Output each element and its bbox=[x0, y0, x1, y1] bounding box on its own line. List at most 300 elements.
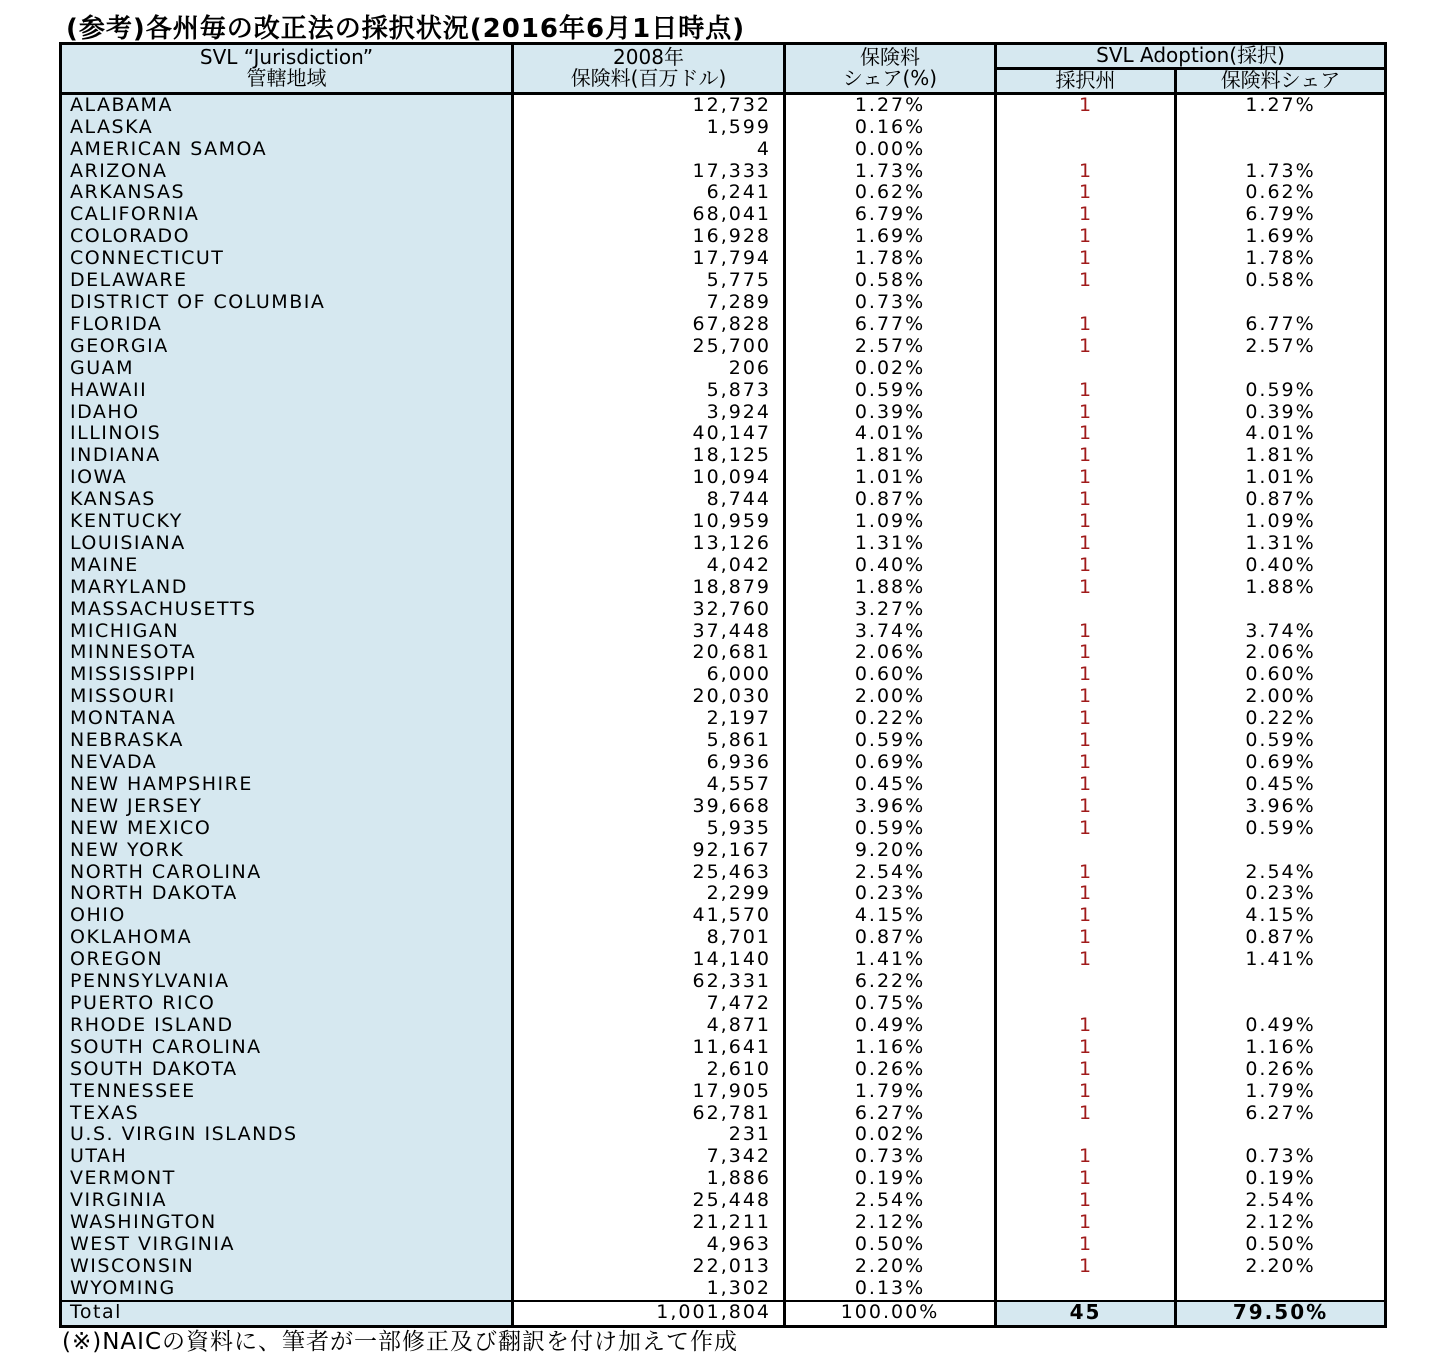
adoption-mark-cell: 1 bbox=[996, 774, 1176, 796]
table-row bbox=[61, 533, 1386, 555]
total-share-cell: 100.00% bbox=[785, 1301, 996, 1327]
adoption-share-cell: 1.81% bbox=[1245, 445, 1316, 467]
premium-cell: 5,873 bbox=[513, 380, 785, 402]
share-cell: 0.13% bbox=[785, 1278, 996, 1301]
adoption-share-cell bbox=[1176, 1124, 1386, 1146]
share-cell: 0.59% bbox=[785, 730, 996, 752]
premium-cell: 1,599 bbox=[513, 117, 785, 139]
table-row bbox=[61, 1190, 1386, 1212]
jurisdiction-cell: LOUISIANA bbox=[61, 533, 513, 555]
adoption-mark-cell: 1 bbox=[996, 445, 1176, 467]
share-cell: 0.60% bbox=[785, 664, 996, 686]
adoption-share-cell bbox=[1176, 971, 1386, 993]
premium-cell: 4 bbox=[513, 139, 785, 161]
premium-cell: 7,289 bbox=[513, 292, 785, 314]
jurisdiction-cell: MAINE bbox=[61, 555, 513, 577]
adoption-share-cell bbox=[1176, 993, 1386, 1015]
premium-cell: 206 bbox=[513, 358, 785, 380]
premium-cell: 40,147 bbox=[513, 423, 785, 445]
adoption-share-cell: 3.74% bbox=[1245, 620, 1316, 642]
share-cell: 6.22% bbox=[785, 971, 996, 993]
premium-cell: 25,463 bbox=[513, 862, 785, 884]
premium-cell: 5,775 bbox=[513, 270, 785, 292]
adoption-mark-cell: 1 bbox=[996, 905, 1176, 927]
jurisdiction-cell: OREGON bbox=[61, 949, 513, 971]
adoption-mark-cell: 1 bbox=[996, 161, 1176, 183]
premium-cell: 2,299 bbox=[513, 883, 785, 905]
jurisdiction-cell: WASHINGTON bbox=[61, 1212, 513, 1234]
adoption-share-cell: 6.79% bbox=[1245, 204, 1316, 226]
adoption-share-cell: 4.15% bbox=[1245, 905, 1316, 927]
adoption-mark-cell bbox=[996, 599, 1176, 621]
jurisdiction-cell: MICHIGAN bbox=[61, 621, 513, 643]
table-row bbox=[61, 489, 1386, 511]
table-row bbox=[61, 1212, 1386, 1234]
jurisdiction-cell: IOWA bbox=[61, 467, 513, 489]
share-cell: 0.26% bbox=[785, 1059, 996, 1081]
table-row bbox=[61, 380, 1386, 402]
adoption-share-cell: 0.87% bbox=[1245, 489, 1316, 511]
table-row bbox=[61, 204, 1386, 226]
adoption-share-cell: 3.96% bbox=[1245, 795, 1316, 817]
jurisdiction-cell: U.S. VIRGIN ISLANDS bbox=[61, 1124, 513, 1146]
header-adoption-group: SVL Adoption(採択) bbox=[996, 44, 1386, 69]
premium-cell: 7,342 bbox=[513, 1146, 785, 1168]
share-cell: 0.19% bbox=[785, 1168, 996, 1190]
jurisdiction-cell: FLORIDA bbox=[61, 314, 513, 336]
share-cell: 2.54% bbox=[785, 1190, 996, 1212]
adoption-share-cell: 1.27% bbox=[1245, 93, 1316, 116]
adoption-mark-cell: 1 bbox=[996, 1190, 1176, 1212]
jurisdiction-cell: MARYLAND bbox=[61, 577, 513, 599]
table-row bbox=[61, 292, 1386, 314]
share-cell: 0.59% bbox=[785, 818, 996, 840]
table-row bbox=[61, 1081, 1386, 1103]
share-cell: 0.45% bbox=[785, 774, 996, 796]
jurisdiction-cell: WISCONSIN bbox=[61, 1256, 513, 1278]
adoption-share-cell: 0.23% bbox=[1245, 883, 1316, 905]
premium-cell: 18,879 bbox=[513, 577, 785, 599]
share-cell: 1.73% bbox=[785, 161, 996, 183]
adoption-mark-cell bbox=[996, 292, 1176, 314]
table-row bbox=[61, 555, 1386, 577]
adoption-share-cell: 2.12% bbox=[1245, 1212, 1316, 1234]
adoption-mark-cell: 1 bbox=[996, 642, 1176, 664]
table-row bbox=[61, 686, 1386, 708]
jurisdiction-cell: MASSACHUSETTS bbox=[61, 599, 513, 621]
premium-cell: 68,041 bbox=[513, 204, 785, 226]
adoption-mark-cell: 1 bbox=[996, 686, 1176, 708]
adoption-mark-cell: 1 bbox=[996, 1234, 1176, 1256]
table-row bbox=[61, 314, 1386, 336]
table-row bbox=[61, 664, 1386, 686]
adoption-mark-cell bbox=[996, 840, 1176, 862]
jurisdiction-cell: DISTRICT OF COLUMBIA bbox=[61, 292, 513, 314]
adoption-mark-cell bbox=[996, 993, 1176, 1015]
adoption-mark-cell: 1 bbox=[996, 1103, 1176, 1125]
table-row bbox=[61, 883, 1386, 905]
adoption-mark-cell: 1 bbox=[996, 423, 1176, 445]
share-cell: 2.54% bbox=[785, 862, 996, 884]
premium-cell: 17,794 bbox=[513, 248, 785, 270]
adoption-mark-cell: 1 bbox=[996, 467, 1176, 489]
jurisdiction-cell: NORTH DAKOTA bbox=[61, 883, 513, 905]
share-cell: 0.00% bbox=[785, 139, 996, 161]
adoption-mark-cell: 1 bbox=[996, 1146, 1176, 1168]
share-cell: 9.20% bbox=[785, 840, 996, 862]
table-row bbox=[61, 774, 1386, 796]
jurisdiction-cell: MISSISSIPPI bbox=[61, 664, 513, 686]
adoption-mark-cell: 1 bbox=[996, 796, 1176, 818]
adoption-share-cell: 0.49% bbox=[1245, 1014, 1316, 1036]
table-row bbox=[61, 161, 1386, 183]
adoption-mark-cell: 1 bbox=[996, 927, 1176, 949]
header-premium-line2: 保険料(百万ドル) bbox=[570, 66, 727, 91]
share-cell: 2.20% bbox=[785, 1256, 996, 1278]
table-row bbox=[61, 752, 1386, 774]
jurisdiction-cell: OHIO bbox=[61, 905, 513, 927]
premium-cell: 17,905 bbox=[513, 1081, 785, 1103]
jurisdiction-cell: CONNECTICUT bbox=[61, 248, 513, 270]
share-cell: 1.81% bbox=[785, 445, 996, 467]
table-row bbox=[61, 423, 1386, 445]
premium-cell: 13,126 bbox=[513, 533, 785, 555]
adoption-share-cell: 2.57% bbox=[1245, 335, 1316, 357]
adoption-mark-cell bbox=[996, 139, 1176, 161]
share-cell: 0.87% bbox=[785, 927, 996, 949]
share-cell: 1.69% bbox=[785, 226, 996, 248]
table-row bbox=[61, 1278, 1386, 1301]
jurisdiction-cell: NEW HAMPSHIRE bbox=[61, 774, 513, 796]
jurisdiction-cell: NORTH CAROLINA bbox=[61, 862, 513, 884]
premium-cell: 4,963 bbox=[513, 1234, 785, 1256]
adoption-mark-cell: 1 bbox=[996, 1037, 1176, 1059]
adoption-mark-cell: 1 bbox=[996, 862, 1176, 884]
share-cell: 0.22% bbox=[785, 708, 996, 730]
jurisdiction-cell: NEW JERSEY bbox=[61, 796, 513, 818]
adoption-share-cell bbox=[1176, 292, 1386, 314]
table-row bbox=[61, 993, 1386, 1015]
premium-cell: 14,140 bbox=[513, 949, 785, 971]
adoption-share-cell: 1.09% bbox=[1245, 511, 1316, 533]
premium-cell: 6,936 bbox=[513, 752, 785, 774]
adoption-mark-cell: 1 bbox=[996, 1256, 1176, 1278]
page-title: (参考)各州毎の改正法の採択状況(2016年6月1日時点) bbox=[66, 14, 746, 44]
jurisdiction-cell: GUAM bbox=[61, 358, 513, 380]
share-cell: 0.87% bbox=[785, 489, 996, 511]
adoption-share-cell: 0.73% bbox=[1245, 1146, 1316, 1168]
adoption-share-cell: 2.00% bbox=[1245, 686, 1316, 708]
share-cell: 1.31% bbox=[785, 533, 996, 555]
table-row bbox=[61, 1234, 1386, 1256]
adoption-mark-cell: 1 bbox=[996, 270, 1176, 292]
jurisdiction-cell: SOUTH DAKOTA bbox=[61, 1059, 513, 1081]
share-cell: 2.12% bbox=[785, 1212, 996, 1234]
share-cell: 1.09% bbox=[785, 511, 996, 533]
share-cell: 0.50% bbox=[785, 1234, 996, 1256]
share-cell: 0.59% bbox=[785, 380, 996, 402]
header-jurisdiction-line2: 管轄地域 bbox=[246, 66, 327, 91]
share-cell: 6.27% bbox=[785, 1103, 996, 1125]
jurisdiction-cell: CALIFORNIA bbox=[61, 204, 513, 226]
share-cell: 0.40% bbox=[785, 555, 996, 577]
premium-cell: 2,197 bbox=[513, 708, 785, 730]
header-adoption-share: 保険料シェア bbox=[1176, 68, 1386, 93]
adoption-share-cell bbox=[1176, 358, 1386, 380]
adoption-share-cell: 2.54% bbox=[1245, 861, 1316, 883]
premium-cell: 32,760 bbox=[513, 599, 785, 621]
table-row bbox=[61, 818, 1386, 840]
adoption-mark-cell: 1 bbox=[996, 336, 1176, 358]
adoption-share-cell: 1.69% bbox=[1245, 226, 1316, 248]
table-row bbox=[61, 1256, 1386, 1278]
share-cell: 6.77% bbox=[785, 314, 996, 336]
jurisdiction-cell: ARKANSAS bbox=[61, 182, 513, 204]
jurisdiction-cell: ALASKA bbox=[61, 117, 513, 139]
adoption-share-cell: 0.40% bbox=[1245, 554, 1316, 576]
adoption-mark-cell: 1 bbox=[996, 226, 1176, 248]
adoption-mark-cell: 1 bbox=[996, 1081, 1176, 1103]
share-cell: 2.06% bbox=[785, 642, 996, 664]
table-row bbox=[61, 358, 1386, 380]
adoption-mark-cell: 1 bbox=[996, 182, 1176, 204]
premium-cell: 18,125 bbox=[513, 445, 785, 467]
header-premium bbox=[513, 44, 785, 94]
adoption-mark-cell: 1 bbox=[996, 489, 1176, 511]
adoption-mark-cell bbox=[996, 1124, 1176, 1146]
adoption-share-cell bbox=[1176, 840, 1386, 862]
share-cell: 4.15% bbox=[785, 905, 996, 927]
adoption-share-cell: 1.79% bbox=[1245, 1080, 1316, 1102]
jurisdiction-cell: IDAHO bbox=[61, 402, 513, 424]
table-row bbox=[61, 182, 1386, 204]
header-premium-line1: 2008年 bbox=[613, 44, 684, 69]
jurisdiction-cell: GEORGIA bbox=[61, 336, 513, 358]
adoption-mark-cell: 1 bbox=[996, 708, 1176, 730]
share-cell: 2.00% bbox=[785, 686, 996, 708]
premium-cell: 16,928 bbox=[513, 226, 785, 248]
adoption-share-cell: 0.45% bbox=[1245, 773, 1316, 795]
premium-cell: 62,781 bbox=[513, 1103, 785, 1125]
jurisdiction-cell: MISSOURI bbox=[61, 686, 513, 708]
premium-cell: 8,744 bbox=[513, 489, 785, 511]
adoption-share-cell: 0.50% bbox=[1245, 1233, 1316, 1255]
adoption-mark-cell: 1 bbox=[996, 204, 1176, 226]
table-row bbox=[61, 840, 1386, 862]
adoption-share-cell: 0.26% bbox=[1245, 1058, 1316, 1080]
adoption-share-cell: 0.59% bbox=[1245, 379, 1316, 401]
premium-cell: 25,448 bbox=[513, 1190, 785, 1212]
premium-cell: 1,302 bbox=[513, 1278, 785, 1301]
adoption-mark-cell: 1 bbox=[996, 730, 1176, 752]
total-adoption-share-cell: 79.50% bbox=[1176, 1301, 1386, 1327]
premium-cell: 17,333 bbox=[513, 161, 785, 183]
jurisdiction-cell: WYOMING bbox=[61, 1278, 513, 1301]
adoption-share-cell: 0.39% bbox=[1245, 401, 1316, 423]
jurisdiction-cell: NEW YORK bbox=[61, 840, 513, 862]
share-cell: 6.79% bbox=[785, 204, 996, 226]
adoption-mark-cell: 1 bbox=[996, 621, 1176, 643]
adoption-mark-cell: 1 bbox=[996, 577, 1176, 599]
premium-cell: 25,700 bbox=[513, 336, 785, 358]
table-body bbox=[61, 93, 1386, 1300]
share-cell: 0.16% bbox=[785, 117, 996, 139]
adoption-share-cell bbox=[1176, 1278, 1386, 1301]
table-row bbox=[61, 139, 1386, 161]
share-cell: 0.58% bbox=[785, 270, 996, 292]
jurisdiction-cell: WEST VIRGINIA bbox=[61, 1234, 513, 1256]
adoption-share-cell: 0.22% bbox=[1245, 708, 1316, 730]
adoption-mark-cell: 1 bbox=[996, 1015, 1176, 1037]
share-cell: 3.74% bbox=[785, 621, 996, 643]
share-cell: 0.73% bbox=[785, 1146, 996, 1168]
adoption-mark-cell bbox=[996, 358, 1176, 380]
premium-cell: 3,924 bbox=[513, 402, 785, 424]
jurisdiction-cell: DELAWARE bbox=[61, 270, 513, 292]
adoption-mark-cell: 1 bbox=[996, 380, 1176, 402]
adoption-share-cell: 0.59% bbox=[1245, 817, 1316, 839]
header-jurisdiction-line1: SVL “Jurisdiction” bbox=[199, 44, 374, 69]
jurisdiction-cell: NEBRASKA bbox=[61, 730, 513, 752]
premium-cell: 41,570 bbox=[513, 905, 785, 927]
adoption-status-table-wrapper bbox=[59, 42, 1387, 1328]
share-cell: 0.69% bbox=[785, 752, 996, 774]
table-row bbox=[61, 621, 1386, 643]
share-cell: 1.27% bbox=[785, 93, 996, 116]
share-cell: 0.02% bbox=[785, 358, 996, 380]
premium-cell: 4,042 bbox=[513, 555, 785, 577]
premium-cell: 37,448 bbox=[513, 621, 785, 643]
table-row bbox=[61, 117, 1386, 139]
header-adoption-state: 採択州 bbox=[996, 68, 1176, 93]
jurisdiction-cell: INDIANA bbox=[61, 445, 513, 467]
jurisdiction-cell: ILLINOIS bbox=[61, 423, 513, 445]
adoption-share-cell bbox=[1176, 139, 1386, 161]
table-row bbox=[61, 642, 1386, 664]
header-share-line2: シェア(%) bbox=[842, 66, 938, 91]
jurisdiction-cell: KANSAS bbox=[61, 489, 513, 511]
table-row bbox=[61, 270, 1386, 292]
jurisdiction-cell: HAWAII bbox=[61, 380, 513, 402]
premium-cell: 92,167 bbox=[513, 840, 785, 862]
table-row bbox=[61, 905, 1386, 927]
table-row bbox=[61, 577, 1386, 599]
table-row bbox=[61, 402, 1386, 424]
adoption-mark-cell bbox=[996, 971, 1176, 993]
share-cell: 0.73% bbox=[785, 292, 996, 314]
share-cell: 0.49% bbox=[785, 1015, 996, 1037]
premium-cell: 5,935 bbox=[513, 818, 785, 840]
header-jurisdiction bbox=[61, 44, 513, 94]
table-row bbox=[61, 93, 1386, 116]
adoption-mark-cell: 1 bbox=[996, 402, 1176, 424]
total-adoption-count-cell: 45 bbox=[996, 1301, 1176, 1327]
share-cell: 1.88% bbox=[785, 577, 996, 599]
jurisdiction-cell: PENNSYLVANIA bbox=[61, 971, 513, 993]
share-cell: 0.23% bbox=[785, 883, 996, 905]
adoption-mark-cell: 1 bbox=[996, 555, 1176, 577]
share-cell: 1.01% bbox=[785, 467, 996, 489]
table-row bbox=[61, 862, 1386, 884]
table-row bbox=[61, 1146, 1386, 1168]
share-cell: 0.75% bbox=[785, 993, 996, 1015]
premium-cell: 39,668 bbox=[513, 796, 785, 818]
table-row bbox=[61, 730, 1386, 752]
share-cell: 0.02% bbox=[785, 1124, 996, 1146]
adoption-share-cell bbox=[1176, 599, 1386, 621]
premium-cell: 1,886 bbox=[513, 1168, 785, 1190]
total-label-cell: Total bbox=[61, 1301, 513, 1327]
adoption-mark-cell: 1 bbox=[996, 664, 1176, 686]
jurisdiction-cell: VIRGINIA bbox=[61, 1190, 513, 1212]
adoption-mark-cell: 1 bbox=[996, 752, 1176, 774]
adoption-share-cell: 1.88% bbox=[1245, 576, 1316, 598]
adoption-share-cell: 2.06% bbox=[1245, 642, 1316, 664]
adoption-mark-cell: 1 bbox=[996, 93, 1176, 116]
jurisdiction-cell: ARIZONA bbox=[61, 161, 513, 183]
table-row bbox=[61, 511, 1386, 533]
premium-cell: 62,331 bbox=[513, 971, 785, 993]
premium-cell: 21,211 bbox=[513, 1212, 785, 1234]
header-share bbox=[785, 44, 996, 94]
adoption-mark-cell: 1 bbox=[996, 818, 1176, 840]
adoption-share-cell: 0.19% bbox=[1245, 1168, 1316, 1190]
share-cell: 1.41% bbox=[785, 949, 996, 971]
table-header bbox=[61, 44, 1386, 94]
premium-cell: 11,641 bbox=[513, 1037, 785, 1059]
share-cell: 0.62% bbox=[785, 182, 996, 204]
adoption-share-cell: 2.54% bbox=[1245, 1190, 1316, 1212]
share-cell: 2.57% bbox=[785, 336, 996, 358]
jurisdiction-cell: OKLAHOMA bbox=[61, 927, 513, 949]
table-row bbox=[61, 708, 1386, 730]
adoption-mark-cell: 1 bbox=[996, 511, 1176, 533]
share-cell: 4.01% bbox=[785, 423, 996, 445]
share-cell: 1.16% bbox=[785, 1037, 996, 1059]
table-row bbox=[61, 467, 1386, 489]
share-cell: 1.79% bbox=[785, 1081, 996, 1103]
header-share-line1: 保険料 bbox=[860, 44, 920, 69]
adoption-share-cell: 0.59% bbox=[1245, 730, 1316, 752]
adoption-share-cell: 1.41% bbox=[1245, 949, 1316, 971]
adoption-share-cell: 1.31% bbox=[1245, 532, 1316, 554]
table-row bbox=[61, 796, 1386, 818]
premium-cell: 5,861 bbox=[513, 730, 785, 752]
adoption-share-cell: 0.60% bbox=[1245, 664, 1316, 686]
adoption-mark-cell: 1 bbox=[996, 1059, 1176, 1081]
jurisdiction-cell: UTAH bbox=[61, 1146, 513, 1168]
premium-cell: 6,241 bbox=[513, 182, 785, 204]
table-row bbox=[61, 1124, 1386, 1146]
jurisdiction-cell: SOUTH CAROLINA bbox=[61, 1037, 513, 1059]
jurisdiction-cell: TENNESSEE bbox=[61, 1081, 513, 1103]
jurisdiction-cell: COLORADO bbox=[61, 226, 513, 248]
table-row bbox=[61, 226, 1386, 248]
jurisdiction-cell: MINNESOTA bbox=[61, 642, 513, 664]
adoption-share-cell: 2.20% bbox=[1245, 1255, 1316, 1277]
share-cell: 3.96% bbox=[785, 796, 996, 818]
adoption-share-cell: 0.58% bbox=[1245, 270, 1316, 292]
share-cell: 3.27% bbox=[785, 599, 996, 621]
table-row bbox=[61, 336, 1386, 358]
adoption-mark-cell: 1 bbox=[996, 949, 1176, 971]
table-row bbox=[61, 1103, 1386, 1125]
premium-cell: 10,959 bbox=[513, 511, 785, 533]
adoption-share-cell: 4.01% bbox=[1245, 423, 1316, 445]
table-row bbox=[61, 927, 1386, 949]
adoption-mark-cell: 1 bbox=[996, 314, 1176, 336]
table-row bbox=[61, 599, 1386, 621]
